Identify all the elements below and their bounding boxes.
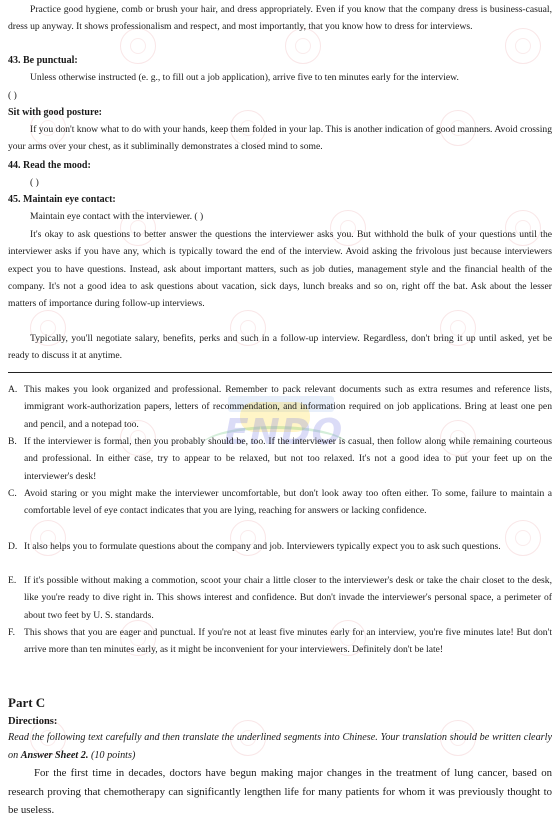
option-text: This makes you look organized and professional. Remember to pack relevant documents such as extra resumes and reference lists, immigrant work-authorization papers, letters of recommendation, and information required on job applications. Bring at least one pen and pencil, and a notepad too. [24, 384, 552, 430]
q43-answer-blank[interactable]: ( ) [8, 90, 17, 101]
option-text: If it's possible without making a commotion, scoot your chair a little closer to the interviewer's desk or take the chair closet to the desk, like you're ready to dive right in. This shows interest and confidence. But don't invade the interviewer's personal space, a perimeter of about two feet by U. S. standards. [24, 575, 552, 621]
questions-paragraph: It's okay to ask questions to better answer the questions the interviewer asks you. But withhold the bulk of your questions until the interviewer asks if you have any, which is typically toward the end of the interview. Avoid asking the frivolous just because interviewers expect you to have questions. Instead, ask about important matters, such as job duties, management style and the financial health of the company. It's not a good idea to ask questions about vacation, sick days, lunch breaks and so on, right off the bat. Ask about the lesser matters of importance during follow-up interviews. [8, 229, 552, 310]
sit-posture-text: If you don't know what to do with your hands, keep them folded in your lap. This is another indication of good manners. Avoid crossing your arms over your chest, as it subliminally demonstrates a closed mind to some. [8, 124, 552, 153]
watermark-logo-text: ENDO [224, 412, 344, 453]
intro-paragraph: Practice good hygiene, comb or brush your hair, and dress appropriately. Even if you know that the company dress is business-casual, dress up anyway. It shows professionalism and respect, and most importantly, that you know how to dress for interviews. [8, 4, 552, 33]
option-letter: E. [8, 575, 17, 586]
option-letter: C. [8, 488, 17, 499]
option-letter: B. [8, 436, 17, 447]
option-e [8, 572, 552, 624]
option-c [8, 485, 552, 520]
q43-text: Unless otherwise instructed (e. g., to fill out a job application), arrive five to ten minutes early for the interview. [30, 72, 459, 83]
option-d [8, 538, 552, 555]
option-text: If the interviewer is formal, then you probably should be, too. If the interviewer is casual, then follow along while remaining courteous and professional. In either case, try to appear to be relaxed, but not too relaxed. It's not a good idea to put your feet up on the interviewer's desk! [24, 436, 552, 482]
q44-answer-blank[interactable]: ( ) [30, 177, 39, 188]
option-text: This shows that you are eager and punctual. If you're not at least five minutes early for an interview, you're five minutes late! But don't arrive more than ten minutes early, as it might be inconvenient for your interviewers. Definitely don't be late! [24, 627, 552, 656]
q44-heading: 44. Read the mood: [8, 160, 91, 171]
section-divider [8, 372, 552, 373]
q45-heading: 45. Maintain eye contact: [8, 194, 116, 205]
answer-sheet-label: Answer Sheet 2. [20, 749, 89, 761]
directions-text [8, 729, 552, 764]
option-a [8, 381, 552, 433]
q43-heading: 43. Be punctual: [8, 55, 78, 66]
option-f [8, 624, 552, 659]
sit-posture-heading: Sit with good posture: [8, 107, 102, 118]
q45-line: Maintain eye contact with the interviewer. ( ) [30, 211, 204, 222]
directions-label: Directions: [8, 716, 58, 727]
directions-text-a: Read the following text carefully and then translate the underlined segments into Chinese. Your translation should be written clearly on [8, 732, 552, 761]
directions-text-b: (10 points) [88, 749, 136, 761]
option-text: It also helps you to formulate questions about the company and job. Interviewers typically expect you to ask such questions. [24, 541, 501, 552]
part-c-paragraph: For the first time in decades, doctors have begun making major changes in the treatment of lung cancer, based on research proving that chemotherapy can significantly lengthen life for many patients for whom it was previously thought to be useless. [8, 767, 552, 816]
option-letter: A. [8, 384, 18, 395]
option-b [8, 433, 552, 485]
option-letter: D. [8, 541, 18, 552]
salary-paragraph: Typically, you'll negotiate salary, benefits, perks and such in a follow-up interview. Regardless, don't bring it up until asked, yet be ready to discuss it at anytime. [8, 333, 552, 362]
part-c-title: Part C [8, 695, 46, 710]
option-letter: F. [8, 627, 15, 638]
option-text: Avoid staring or you might make the interviewer uncomfortable, but don't look away too often either. To some, failure to maintain a comfortable level of eye contact indicates that you are lying, reaching for answers or lacking confidence. [24, 488, 552, 517]
